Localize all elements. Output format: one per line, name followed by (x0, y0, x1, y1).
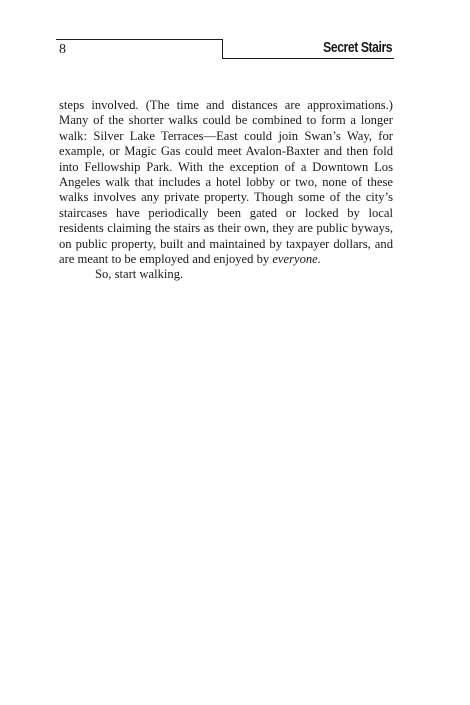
paragraph-1-text: steps involved. (The time and distances are approximations.) Many of the shorter walks could be combined to form a longer walk: Silver Lake Terraces—East could join Swan’s Way, for example, or Magic Gas could meet Avalon-Baxter and then fold into Fellowship Park. With the exception of a Downtown Los Angeles walk that includes a hotel lobby or two, none of these walks involves any private property. Though some of the city’s staircases have periodically been gated or locked by local residents claiming the stairs as their own, they are public byways, on public property, built and maintained by taxpayer dollars, and are meant to be employed and enjoyed by (59, 98, 393, 267)
header-rule-step (222, 39, 223, 59)
header-rule-right (222, 58, 394, 59)
paragraph-2: So, start walking. (95, 267, 184, 282)
page-number: 8 (59, 42, 66, 57)
paragraph-1 (59, 98, 393, 267)
body-text (59, 98, 393, 283)
running-head: Secret Stairs (322, 40, 392, 56)
header-rule-left (56, 39, 223, 40)
paragraph-1-emphasis: everyone. (272, 252, 321, 267)
